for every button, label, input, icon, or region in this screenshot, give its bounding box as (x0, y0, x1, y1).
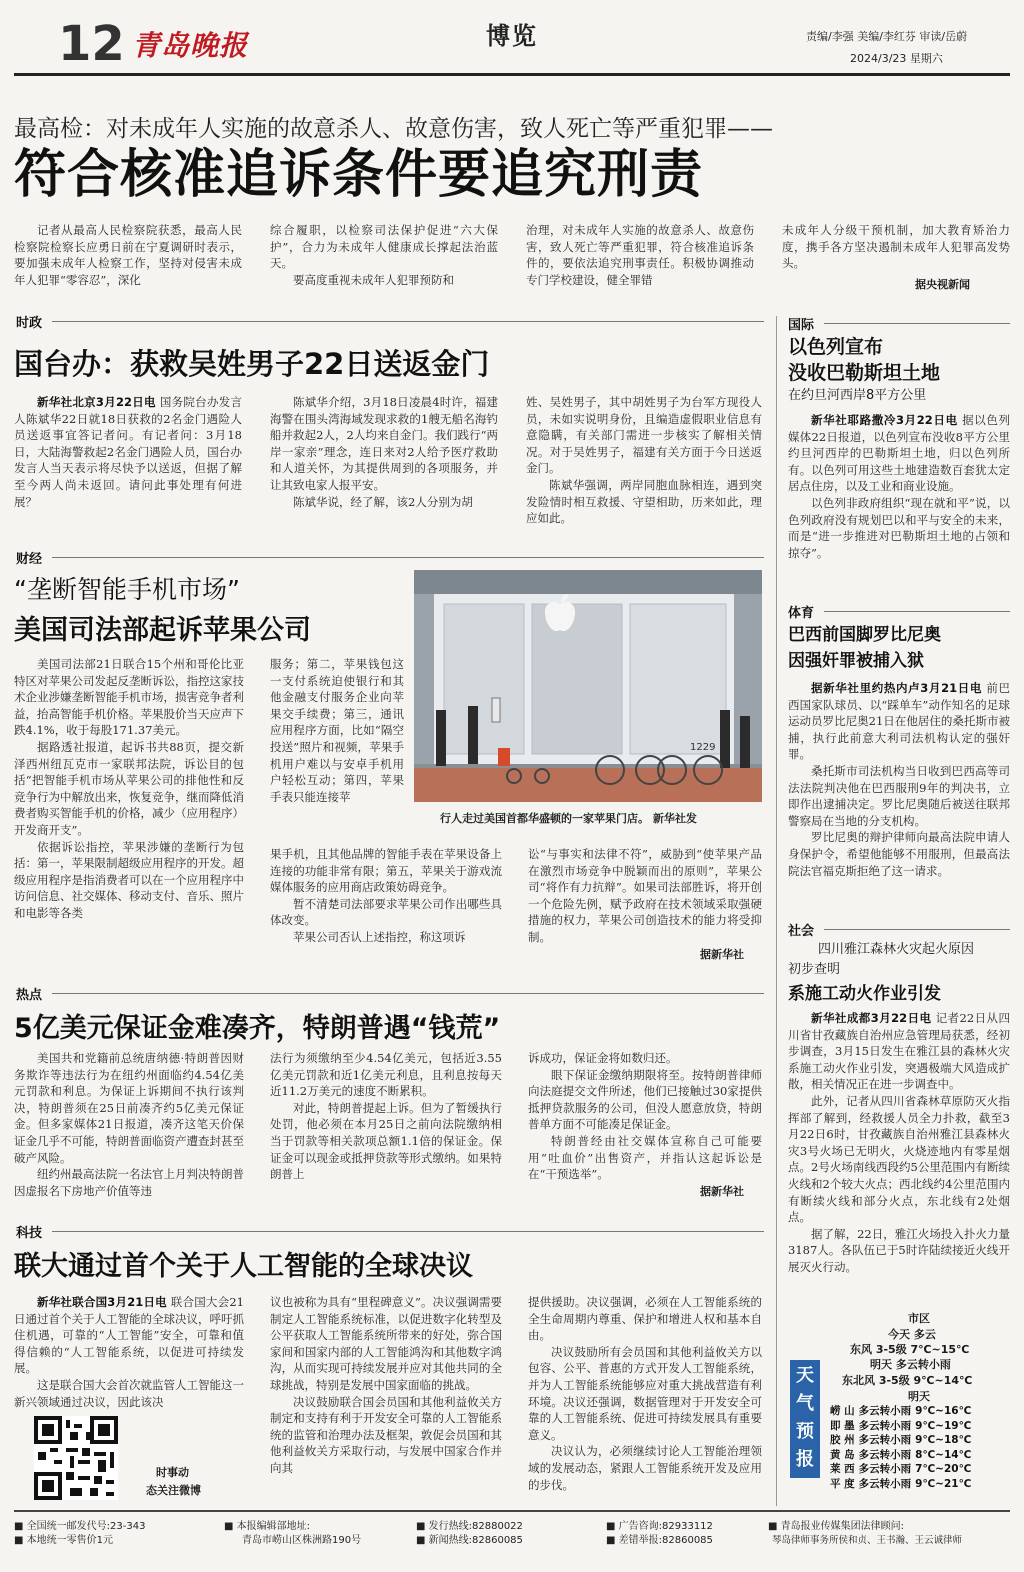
politics-rule (52, 321, 764, 322)
hot-headline: 5亿美元保证金难凑齐，特朗普遇“钱荒” (14, 1013, 501, 1044)
sports-body-1: 前巴西国家队球员、以“踩单车”动作知名的足球运动员罗比尼奥21日在他居住的桑托斯市被捕，执行此前意大利司法机构认定的强奸罪。 (788, 681, 1011, 762)
politics-dateline: 新华社北京3月22日电 (37, 395, 156, 409)
hot-col-2-p1: 法行为须缴纳至少4.54亿美元，包括近3.55亿美元罚款和近1亿美元利息，且利息按每天近11.2万美元的速度不断累积。 (270, 1051, 502, 1099)
finance-col-2a (270, 656, 404, 805)
weather-districts-label: 明天 (908, 1390, 930, 1403)
international-subhead: 在约旦河西岸8平方公里 (788, 388, 927, 403)
qr-code-icon (34, 1416, 118, 1500)
politics-col-3 (526, 394, 762, 527)
sports-body-3: 罗比尼奥的辩护律师向最高法院申请人身保护令，希望他能够不用服刑，但最高法院法官福克斯拒绝了这一请求。 (788, 830, 1010, 878)
footer-postal-code: 全国统一邮发代号:23-343 (26, 1521, 146, 1532)
footer-news-hotline: 新闻热线:82860085 (428, 1535, 523, 1546)
sports-dateline: 据新华社里约热内卢3月21日电 (811, 681, 983, 695)
lead-headline: 符合核准追诉条件要追究刑责 (14, 145, 704, 205)
international-label: 国际 (788, 318, 815, 333)
weather-district-temp: 9℃~19℃ (915, 1419, 972, 1432)
weather-tomorrow-detail: 东北风 3-5级 9℃~14℃ (842, 1374, 973, 1387)
finance-col-3-p1: 讼“与事实和法律不符”，威胁到“使苹果产品在激烈市场竞争中脱颖而出的原则”，苹果公司“将作有力抗辩”。如果司法部胜诉，将开创一个危险先例，赋予政府在技术领域采取强硬措施的权力，苹果公司创造技术的能力将受抑制。 (528, 847, 762, 944)
paper-name-logo: 青岛晚报 (132, 29, 249, 62)
tech-col-1-p2: 这是联合国大会首次就监管人工智能这一新兴领域通过决议，因此该决 (14, 1377, 244, 1409)
hot-col-1-p1: 美国共和党籍前总统唐纳德·特朗普因财务欺诈等违法行为在纽约州面临约4.54亿美元罚款和利息。为保证上诉期间不执行该判决，特朗普须在25日前凑齐约5亿美元保证金。但多家媒体21日报道，凑齐这笔天价保证金几乎不可能，特朗普面临资产遭查封甚至破产风险。 (14, 1051, 244, 1165)
footer-address-label: 本报编辑部地址: (236, 1521, 311, 1532)
politics-label: 时政 (16, 316, 43, 331)
footer-item-ads: ■ 广告咨询:82933112 ■ 差错举报:82860085 (606, 1521, 713, 1546)
international-rule (824, 323, 1010, 324)
footer-item-legal: ■ 青岛报业传媒集团法律顾问: 琴岛律师事务所侯和贞、王书瀚、王云诚律师 (768, 1521, 963, 1546)
tech-col-3-p2: 决议鼓励所有会员国和其他利益攸关方以包容、公平、普惠的方式开发人工智能系统，并为人工智能系统能够应对重大挑战营造有利环境。决议还强调，数据管理对于开发安全可靠的人工智能系统、促进可持续发展具有重要意义。 (528, 1344, 762, 1442)
footer-item-address: ■ 本报编辑部地址: 青岛市崂山区株洲路190号 (224, 1521, 362, 1546)
weather-vertical-label-text: 天气预报 (796, 1365, 814, 1470)
lead-kicker: 最高检：对未成年人实施的故意杀人、故意伤害，致人死亡等严重犯罪—— (14, 116, 773, 142)
footer-address: 青岛市崂山区株洲路190号 (242, 1535, 362, 1546)
finance-col-2-p1: 服务；第二，苹果钱包这一支付系统迫使银行和其他金融支付服务企业向苹果交手续费；第三，通讯应用程序方面，比如“隔空投送”照片和视频，苹果手机用户难以与安卓手机用户轻松互动；第四，苹果手表只能连接苹 (270, 657, 404, 804)
finance-label: 财经 (16, 552, 43, 567)
tech-rule (52, 1231, 764, 1232)
lead-col-2-p1: 综合履职，以检察司法保护促进“六大保护”，合力为未成年人健康成长撑起法治蓝天。 (270, 223, 498, 271)
lead-col-1: 记者从最高人民检察院获悉，最高人民检察院检察长应勇日前在宁夏调研时表示，要加强未成年人检察工作，坚持对侵害未成年人犯罪“零容忍”，深化 (14, 223, 242, 287)
finance-col-3 (528, 846, 762, 962)
weather-tomorrow: 明天 多云转小雨 (870, 1358, 951, 1371)
footer (14, 1520, 1010, 1560)
politics-col-1 (14, 394, 242, 510)
sports-headline-2: 因强奸罪被捕入狱 (788, 651, 924, 671)
masthead (0, 0, 1024, 80)
weather-district-name: 莱 西 (830, 1463, 855, 1476)
weather-district-temp: 9℃~16℃ (915, 1405, 972, 1417)
finance-col-2b (270, 846, 502, 946)
weather-district-row (828, 1477, 973, 1492)
footer-legal-label: 青岛报业传媒集团法律顾问: (780, 1521, 905, 1532)
society-body-1: 记者22日从四川省甘孜藏族自治州应急管理局获悉，经初步调查，3月15日发生在雅江县的森林火灾系施工动火作业引发，突遇极端大风造成扩散，相关情况正在进一步调查中。 (788, 1011, 1010, 1092)
tech-col-1 (14, 1294, 244, 1410)
footer-distribution-hotline: 发行热线:82880022 (428, 1521, 523, 1532)
tech-label: 科技 (16, 1226, 43, 1241)
photo-store-number: 1229 (690, 742, 716, 753)
politics-col-1-text: 国务院台办发言人陈斌华22日就18日获救的2名金门遇险人员送返事宜答记者问。有记者问：3月18日，大陆海警救起2名金门遇险人员，国台办发言人当天表示将尽快予以送返，但据了解至今两人尚未返回。请问此事处理有何进展？ (14, 395, 243, 509)
hot-col-1 (14, 1050, 244, 1199)
weather-district-name: 即 墨 (830, 1419, 855, 1432)
politics-col-3-p1: 姓、吴姓男子，其中胡姓男子为台军方现役人员，未如实说明身份，且编造虚假职业信息有意隐瞒，有关部门需进一步核实了解相关情况。对于吴姓男子，福建有关方面于今日送返金门。 (526, 395, 762, 476)
tech-col-2 (270, 1294, 502, 1477)
international-body-2: 以色列非政府组织“现在就和平”说，以色列政府没有规划巴以和平与安全的未来，而是“进一步推进对巴勒斯坦土地的占领和掠夺”。 (788, 495, 1010, 560)
society-kicker-1: 四川雅江森林火灾起火原因 (818, 942, 975, 957)
weather-district-name: 平 度 (830, 1477, 855, 1490)
weather-vertical-label (790, 1360, 820, 1478)
weather-district-name: 胶 州 (830, 1434, 855, 1447)
finance-rule (52, 557, 764, 558)
hot-col-2-p2: 对此，特朗普提起上诉。但为了暂缓执行处罚，他必须在本月25日之前向法院缴纳相当于罚款等相关款项总额1.1倍的保证金。保证金可以现金或抵押贷款等形式缴纳。如果特朗普上 (270, 1100, 502, 1182)
footer-legal-firm: 琴岛律师事务所侯和贞、王书瀚、王云诚律师 (772, 1535, 963, 1546)
weather-box (788, 1306, 1010, 1502)
lead-credit: 据央视新闻 (915, 277, 970, 291)
weather-today: 今天 多云 (888, 1328, 936, 1341)
editors: 责编/李强 美编/李红芬 审读/岳蔚 (806, 30, 968, 43)
politics-col-2-p1: 陈斌华介绍，3月18日凌晨4时许，福建海警在围头湾海域发现求救的1艘无船名海钓船并救起2人，2人均来自金门。我们践行“两岸一家亲”理念，连日来对2人给予医疗救助和人道关怀，为其提供周到的各项服务，并让其致电家人报平安。 (270, 395, 498, 492)
weather-district-cond: 多云转小雨 (858, 1419, 912, 1432)
finance-col-1-p3: 依据诉讼指控，苹果涉嫌的垄断行为包括：第一，苹果限制超级应用程序的开发。超级应用程序是指消费者可以在一个应用程序中访问信息、社交媒体、移动支付、音乐、照片和电影等各类 (14, 839, 244, 920)
footer-item-postal: ■ 全国统一邮发代号:23-343 ■ 本地统一零售价1元 (14, 1521, 146, 1546)
hot-col-3-p1: 诉成功，保证金将如数归还。 (528, 1051, 678, 1065)
apple-store-photo (414, 570, 762, 802)
society-body-3: 据了解，22日，雅江火场投入扑火力量3187人。各队伍已于5时许陆续接近火线开展灭火行动。 (788, 1226, 1010, 1274)
weather-district-row (828, 1462, 973, 1477)
society-label: 社会 (788, 924, 815, 939)
hot-credit: 据新华社 (700, 1184, 744, 1198)
weather-district-temp: 9℃~18℃ (915, 1434, 972, 1447)
tech-col-3-p1: 提供援助。决议强调，必须在人工智能系统的全生命周期内尊重、保护和增进人权和基本自由。 (528, 1295, 762, 1343)
footer-ad-hotline: 广告咨询:82933112 (618, 1521, 713, 1532)
tech-col-2-p2: 决议鼓励联合国会员国和其他利益攸关方制定和支持有利于开发安全可靠的人工智能系统的监管和治理办法及框架，敦促会员国和其他利益攸关方采取行动，与发展中国家合作并向其 (270, 1394, 502, 1475)
section-title: 博览 (486, 22, 538, 50)
weather-district-temp: 8℃~14℃ (915, 1448, 972, 1461)
weather-district-temp: 7℃~20℃ (915, 1463, 972, 1476)
society-headline: 系施工动火作业引发 (788, 984, 941, 1004)
finance-col-2-p2: 果手机，且其他品牌的智能手表在苹果设备上连接的功能非常有限；第五，苹果关于游戏流媒体服务的应用商店政策妨碍竞争。 (270, 847, 502, 895)
society-body-2: 此外，记者从四川省森林草原防灭火指挥部了解到，经救援人员全力扑救，截至3月22日6时，甘孜藏族自治州雅江县森林火灾3号火场已无明火，火烧迹地内有零星烟点。2号火场南线西段约5公里范围内有断续火线和2个较大火点；西北线约4公里范围内有断续火线和部分火点，东北线有2处烟点。 (788, 1093, 1010, 1225)
photo-caption: 行人走过美国首都华盛顿的一家苹果门店。 新华社发 (440, 812, 697, 825)
society-kicker-2: 初步查明 (788, 962, 841, 977)
weather-district-name: 崂 山 (830, 1405, 855, 1417)
sports-story (788, 622, 1010, 879)
tech-headline: 联大通过首个关于人工智能的全球决议 (14, 1251, 473, 1282)
politics-col-3-p2: 陈斌华强调，两岸同胞血脉相连，遇到突发险情时相互救援、守望相助，历来如此，理应如此。 (526, 477, 762, 526)
sports-headline-1: 巴西前国脚罗比尼奥 (788, 625, 941, 645)
weather-district-temp: 9℃~21℃ (915, 1477, 972, 1490)
tech-dateline: 新华社联合国3月21日电 (37, 1295, 167, 1309)
footer-retail-price: 本地统一零售价1元 (26, 1535, 114, 1546)
hot-label: 热点 (16, 988, 43, 1003)
international-body-1: 据以色列媒体22日报道，以色列宣布没收8平方公里约旦河西岸的巴勒斯坦土地，归以色列所有。以色列可用这些土地建造数百套犹太定居点住房，以及工业和商业设施。 (788, 413, 1010, 494)
weather-today-detail: 东风 3-5级 7℃~15℃ (850, 1343, 970, 1356)
politics-col-2 (270, 394, 498, 510)
sports-body-2: 桑托斯市司法机构当日收到巴西高等司法法院判决他在巴西服刑9年的判决书，立即作出逮捕决定。罗比尼奥随后被送往联邦警察局在当地的分支机构。 (788, 763, 1010, 828)
weather-district-row (828, 1448, 973, 1463)
sports-label: 体育 (788, 606, 815, 621)
footer-rule (14, 1510, 1010, 1512)
footer-error-report: 差错举报:82860085 (618, 1535, 713, 1546)
weather-district-cond: 多云转小雨 (858, 1477, 912, 1490)
finance-kicker: “垄断智能手机市场” (14, 575, 240, 604)
lead-col-2-p2: 要高度重视未成年人犯罪预防和 (293, 272, 454, 287)
hot-col-3-p2: 眼下保证金缴纳期限将至。按特朗普律师向法庭提交文件所述，他们已接触过30家提供抵押贷款服务的公司，但没人愿意放贷，特朗普单方面不可能凑足保证金。 (528, 1067, 762, 1132)
hot-col-3 (528, 1050, 762, 1199)
hot-col-2 (270, 1050, 502, 1183)
tech-col-2-p1: 议也被称为具有“里程碑意义”。决议强调需要制定人工智能系统标准，以促进数字化转型及公平获取人工智能系统所带来的好处，弥合国家间和国家内部的人工智能鸿沟和其他数字鸿沟，从而实现可持续发展并应对其他共同的全球挑战，特别是发展中国家面临的挑战。 (270, 1295, 502, 1392)
qr-code[interactable] (34, 1416, 118, 1500)
international-dateline: 新华社耶路撒冷3月22日电 (811, 413, 958, 427)
weather-district-name: 黄 岛 (830, 1448, 855, 1461)
qr-label-line-2: 态关注微博 (146, 1484, 201, 1497)
weather-districts-table (828, 1404, 973, 1492)
weather-district-cond: 多云转小雨 (858, 1448, 912, 1461)
apple-store-illustration (414, 570, 762, 802)
lead-col-2 (270, 222, 498, 288)
lead-col-3: 治理，对未成年人实施的故意杀人、故意伤害，致人死亡等严重犯罪，符合核准追诉条件的，要依法追究刑事责任。积极协调推动专门学校建设，健全罪错 (526, 223, 754, 287)
finance-credit: 据新华社 (700, 947, 744, 961)
qr-label-line-1: 时事动 (156, 1466, 189, 1479)
apple-logo-icon (542, 592, 578, 634)
international-headline-1: 以色列宣布 (788, 336, 884, 358)
international-story (788, 334, 1010, 561)
footer-item-hotlines: ■ 发行热线:82880022 ■ 新闻热线:82860085 (416, 1521, 523, 1546)
hot-col-3-p3: 特朗普经由社交媒体宣称自己可能要用“吐血价”出售资产，并指认这起诉讼是在“干预选举”。 (528, 1133, 762, 1182)
weather-district-row (828, 1404, 973, 1419)
society-dateline: 新华社成都3月22日电 (811, 1011, 932, 1025)
weather-district-row (828, 1433, 973, 1448)
finance-col-1-p1: 美国司法部21日联合15个州和哥伦比亚特区对苹果公司发起反垄断诉讼，指控这家技术企业涉嫌垄断智能手机市场，损害竞争者利益，抬高智能手机价格。苹果股价当天应声下跌4.1%，收于每股171.37美元。 (14, 657, 244, 738)
weather-district-cond: 多云转小雨 (858, 1405, 912, 1417)
weather-city-label: 市区 (908, 1312, 930, 1325)
tech-col-3-p3: 决议认为，必须继续讨论人工智能治理领域的发展动态，紧跟人工智能系统开发及应用的步伐。 (528, 1444, 762, 1492)
weather-district-cond: 多云转小雨 (858, 1463, 912, 1476)
page-number: 12 (58, 16, 125, 72)
society-rule (824, 929, 1010, 930)
weather-district-row (828, 1419, 973, 1434)
finance-col-1 (14, 656, 244, 922)
right-column-divider (776, 316, 777, 1506)
hot-col-1-p2: 纽约州最高法院一名法官上月判决特朗普因虚报名下房地产价值等违 (14, 1167, 244, 1198)
finance-headline: 美国司法部起诉苹果公司 (14, 615, 311, 646)
issue-date: 2024/3/23 星期六 (850, 52, 943, 65)
tech-col-3 (528, 1294, 762, 1493)
politics-headline: 国台办：获救吴姓男子22日送返金门 (14, 347, 490, 381)
finance-col-2-p3: 暂不清楚司法部要求苹果公司作出哪些具体改变。 (270, 896, 502, 928)
sports-rule (824, 611, 1010, 612)
weather-district-cond: 多云转小雨 (858, 1434, 912, 1447)
finance-col-2-p4: 苹果公司否认上述指控，称这项诉 (293, 929, 466, 944)
hot-rule (52, 993, 764, 994)
lead-col-4-p1: 未成年人分级干预机制，加大教育矫治力度，携手各方坚决遏制未成年人犯罪高发势头。 (782, 223, 1010, 271)
masthead-rule (14, 73, 1010, 76)
international-headline-2: 没收巴勒斯坦土地 (788, 362, 941, 384)
finance-col-1-p2: 据路透社报道，起诉书共88页，提交新泽西州纽瓦克市一家联邦法院，诉讼目的包括“把智能手机市场从苹果公司的排他性和反竞争行为中解放出来，恢复竞争，继而降低消费者购买智能手机的价格，减少（应用程序）开发商开支”。 (14, 739, 244, 837)
tech-col-1-text: 联合国大会21日通过首个关于人工智能的全球决议，呼吁抓住机遇，可靠的“人工智能”安全，可靠和值得信赖的“人工智能系统，以促进可持续发展。 (14, 1295, 244, 1376)
lead-story (14, 106, 1010, 296)
lead-col-4 (782, 222, 1010, 292)
society-story (788, 940, 1010, 1276)
politics-col-2-p2: 陈斌华说，经了解，该2人分别为胡 (293, 494, 473, 509)
